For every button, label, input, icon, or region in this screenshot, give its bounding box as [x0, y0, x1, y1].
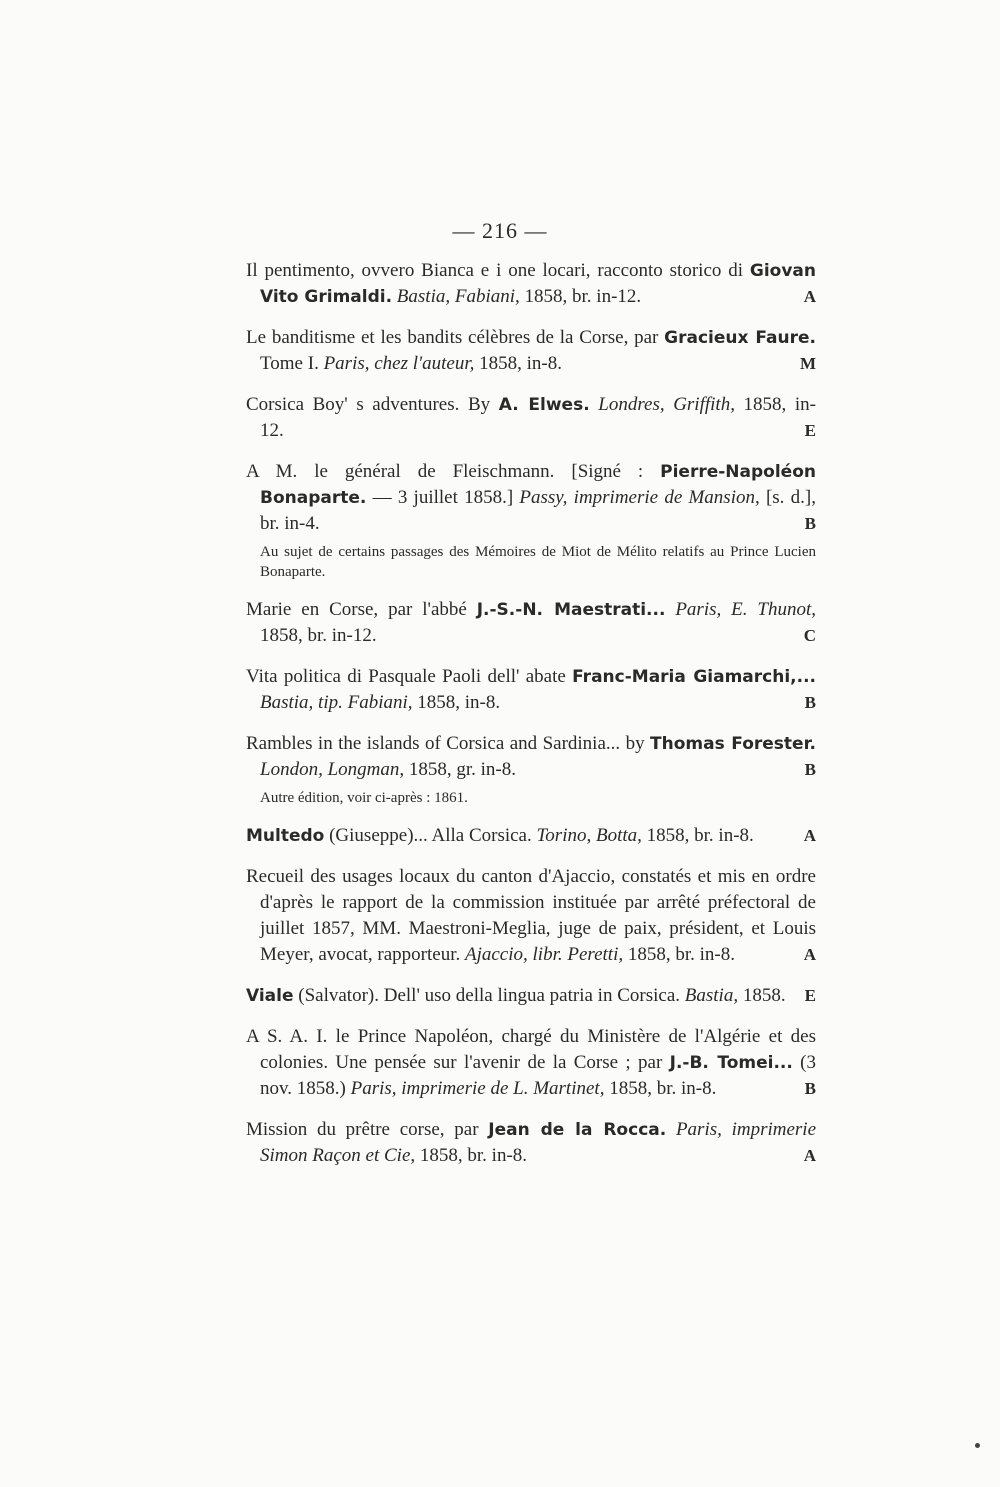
- entry-publisher: Ajaccio, libr. Peretti,: [464, 944, 624, 965]
- entry-details: 1858, br. in-12.: [519, 286, 642, 307]
- entry-text: A M. le général de Fleischmann. [Signé :: [246, 461, 661, 482]
- library-code: B: [804, 514, 816, 533]
- entry-details: 1858, br. in-8.: [641, 825, 754, 846]
- entry-text: (3 nov. 1858.): [260, 1052, 817, 1099]
- library-code: B: [804, 1079, 816, 1098]
- entry-publisher: Paris, chez l'auteur,: [323, 353, 475, 374]
- entry-publisher: Londres, Griffith,: [598, 394, 735, 415]
- entry-publisher: Paris, imprimerie de L. Martinet,: [350, 1078, 605, 1099]
- entry-author: Giovan Vito Grimaldi.: [260, 261, 816, 307]
- entry-text: Tome I.: [260, 353, 324, 374]
- entry-text: A S. A. I. le Prince Napoléon, chargé du Ministère de l'Algérie et des colonies. Une pensée sur l'avenir de la Corse ; par: [246, 1026, 816, 1073]
- bibliography-entry: [246, 1117, 816, 1169]
- bibliography-entry: [246, 258, 816, 310]
- entry-text: Il pentimento, ovvero Bianca e i one locari, racconto storico di: [246, 260, 750, 281]
- entry-text: Corsica Boy' s adventures. By: [246, 394, 499, 415]
- entry-author: Jean de la Rocca.: [488, 1120, 667, 1140]
- entry-text: Vita politica di Pasquale Paoli dell' abate: [246, 666, 573, 687]
- entry-publisher: Passy, imprimerie de Mansion,: [519, 487, 760, 508]
- entry-author: Thomas Forester.: [650, 734, 816, 754]
- entry-author: Franc-Maria Giamarchi,...: [572, 667, 816, 687]
- entry-details: 1858, br. in-8.: [623, 944, 735, 965]
- entry-publisher: Torino, Botta,: [536, 825, 642, 846]
- library-code: A: [803, 945, 816, 964]
- page-number: — 216 —: [452, 218, 548, 243]
- entry-details: 1858, br. in-8.: [604, 1078, 717, 1099]
- bibliography-entry: [246, 1024, 816, 1102]
- entry-author: Pierre-Napoléon Bonaparte.: [260, 462, 816, 508]
- entry-details: 1858, in-8.: [474, 353, 562, 374]
- entry-details: 1858, in-8.: [412, 692, 501, 713]
- library-code: E: [804, 421, 816, 440]
- entry-author: J.-S.-N. Maestrati...: [476, 600, 666, 620]
- library-code: A: [803, 826, 816, 845]
- entry-publisher: Bastia, Fabiani,: [396, 286, 520, 307]
- entry-details: 1858, in-12.: [260, 394, 816, 441]
- bibliography-entry: [246, 823, 816, 849]
- entry-details: 1858, gr. in-8.: [404, 759, 516, 780]
- entry-text: [665, 599, 675, 620]
- entry-text: Mission du prêtre corse, par: [246, 1119, 489, 1140]
- entry-publisher: Paris, imprimerie Simon Raçon et Cie,: [260, 1119, 817, 1166]
- library-code: E: [804, 986, 816, 1005]
- entry-text: — 3 juillet 1858.]: [366, 487, 520, 508]
- entry-text: [666, 1119, 676, 1140]
- entry-author: A. Elwes.: [498, 395, 590, 415]
- bibliography-entry: [246, 597, 816, 649]
- entry-text: Rambles in the islands of Corsica and Sardinia... by: [246, 733, 650, 754]
- entry-publisher: Bastia, tip. Fabiani,: [260, 692, 413, 713]
- entry-author: Viale: [246, 986, 294, 1006]
- bibliography-entry: [246, 325, 816, 377]
- bibliography-entry: [246, 664, 816, 716]
- entry-note: Autre édition, voir ci-après : 1861.: [260, 790, 468, 806]
- entry-details: 1858.: [738, 985, 786, 1006]
- entry-text: (Giuseppe)... Alla Corsica.: [324, 825, 537, 846]
- entry-text: [590, 394, 599, 415]
- entry-details: 1858, br. in-8.: [415, 1145, 528, 1166]
- bibliography-entry: [246, 864, 816, 968]
- library-code: A: [803, 1146, 816, 1165]
- entry-author: J.-B. Tomei...: [669, 1053, 793, 1073]
- entry-details: [s. d.], br. in-4.: [260, 487, 816, 534]
- entry-text: Le banditisme et les bandits célèbres de la Corse, par: [246, 327, 665, 348]
- bibliography-entry: [246, 731, 816, 783]
- entry-author: Multedo: [246, 826, 325, 846]
- entry-note: Au sujet de certains passages des Mémoires de Miot de Mélito relatifs au Prince Lucien Bonaparte.: [260, 544, 816, 580]
- bibliography-entry: [246, 983, 816, 1009]
- library-code: A: [803, 287, 816, 306]
- entry-details: 1858, br. in-12.: [260, 625, 377, 646]
- bibliography-entry: [246, 392, 816, 444]
- entry-publisher: Paris, E. Thunot,: [675, 599, 817, 620]
- library-code: B: [804, 693, 816, 712]
- ink-speck: [975, 1443, 980, 1448]
- entry-publisher: London, Longman,: [260, 759, 405, 780]
- bibliography-entry: [246, 459, 816, 537]
- entry-text: Marie en Corse, par l'abbé: [246, 599, 477, 620]
- entry-text: Recueil des usages locaux du canton d'Ajaccio, constatés et mis en ordre d'après le rapport de la commission instituée par arrêté préfectoral de juillet 1857, MM. Maestroni-Meglia, juge de paix, président, et Louis Meyer, avocat, rapporteur.: [246, 866, 816, 965]
- library-code: B: [804, 760, 816, 779]
- entry-publisher: Bastia,: [684, 985, 739, 1006]
- library-code: C: [803, 626, 816, 645]
- entry-text: (Salvator). Dell' uso della lingua patria in Corsica.: [293, 985, 685, 1006]
- entry-author: Gracieux Faure.: [664, 328, 816, 348]
- library-code: M: [799, 354, 816, 373]
- bibliography-list: [246, 258, 816, 1184]
